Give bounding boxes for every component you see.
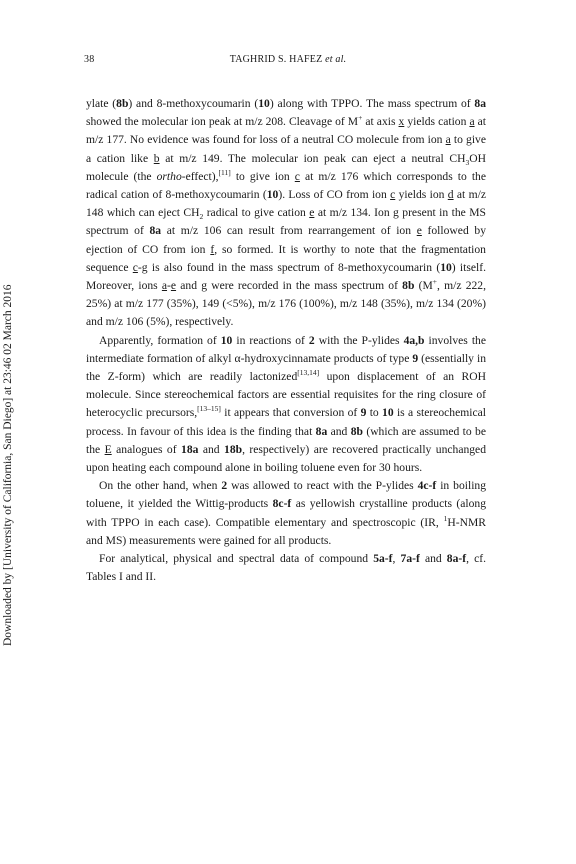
running-head <box>0 54 576 65</box>
paragraph-2: Apparently, formation of 10 in reactions of 2 with the P-ylides 4a,b involves the intermediate formation of alkyl α-hydroxycinnamate products of type 9 (essentially in the Z-form) which are readily lactonized[13,14] upon displacement of an ROH molecule. Since stereochemical factors are essential requisites for the ring closure of heterocyclic precursors,[13–15] it appears that conversion of 9 to 10 is a stereochemical process. In favour of this idea is the finding that 8a and 8b (which are assumed to be the E analogues of 18a and 18b, respectively) are recovered practically unchanged upon heating each compound alone in boiling toluene even for 30 hours. <box>86 333 486 475</box>
sidebar <box>0 0 30 864</box>
running-head-etal: et al. <box>325 54 347 65</box>
article-body <box>86 95 486 586</box>
paragraph-3: On the other hand, when 2 was allowed to react with the P-ylides 4c-f in boiling toluene, it yielded the Wittig-products 8c-f as yellowish crystalline products (along with TPPO in each case). Compatible elementary and spectroscopic (IR, $^1$H-NMR and MS) measurements were gained for all products. <box>86 479 487 547</box>
page-number: 38 <box>84 54 95 65</box>
page-header <box>0 54 576 70</box>
download-notice: Downloaded by [University of California, San Diego] at 23:46 02 March 2016 <box>2 284 14 646</box>
running-head-authors: TAGHRID S. HAFEZ <box>229 54 326 65</box>
paragraph-4: For analytical, physical and spectral data of compound 5a-f, 7a-f and 8a-f, cf. Tables I and II. <box>86 552 487 584</box>
paragraph-1: ylate (8b) and 8-methoxycoumarin (10) along with TPPO. The mass spectrum of 8a showed the molecular ion peak at m/z 208. Cleavage of M+ at axis x yields cation a at m/z 177. No evidence was found for loss of a neutral CO molecule from ion a to give a cation like b at m/z 149. The molecular ion peak can eject a neutral $CH_3OH$ molecule (the ortho-effect),[11] to give ion c at m/z 176 which corresponds to the radical cation of 8-methoxycoumarin (10). Loss of CO from ion c yields ion d at m/z 148 which can eject $CH_2$ radical to give cation e at m/z 134. Ion g present in the MS spectrum of 8a at m/z 106 can result from rearrangement of ion e followed by ejection of CO from ion f, so formed. It is worthy to note that the fragmentation sequence c-g is also found in the mass spectrum of 8-methoxycoumarin (10) itself. Moreover, ions a-e and g were recorded in the mass spectrum of 8b (M+, m/z 222, 25%) at m/z 177 (35%), 149 (<5%), m/z 176 (100%), m/z 148 (35%), m/z 134 (20%) and m/z 106 (5%), respectively. <box>86 97 486 329</box>
